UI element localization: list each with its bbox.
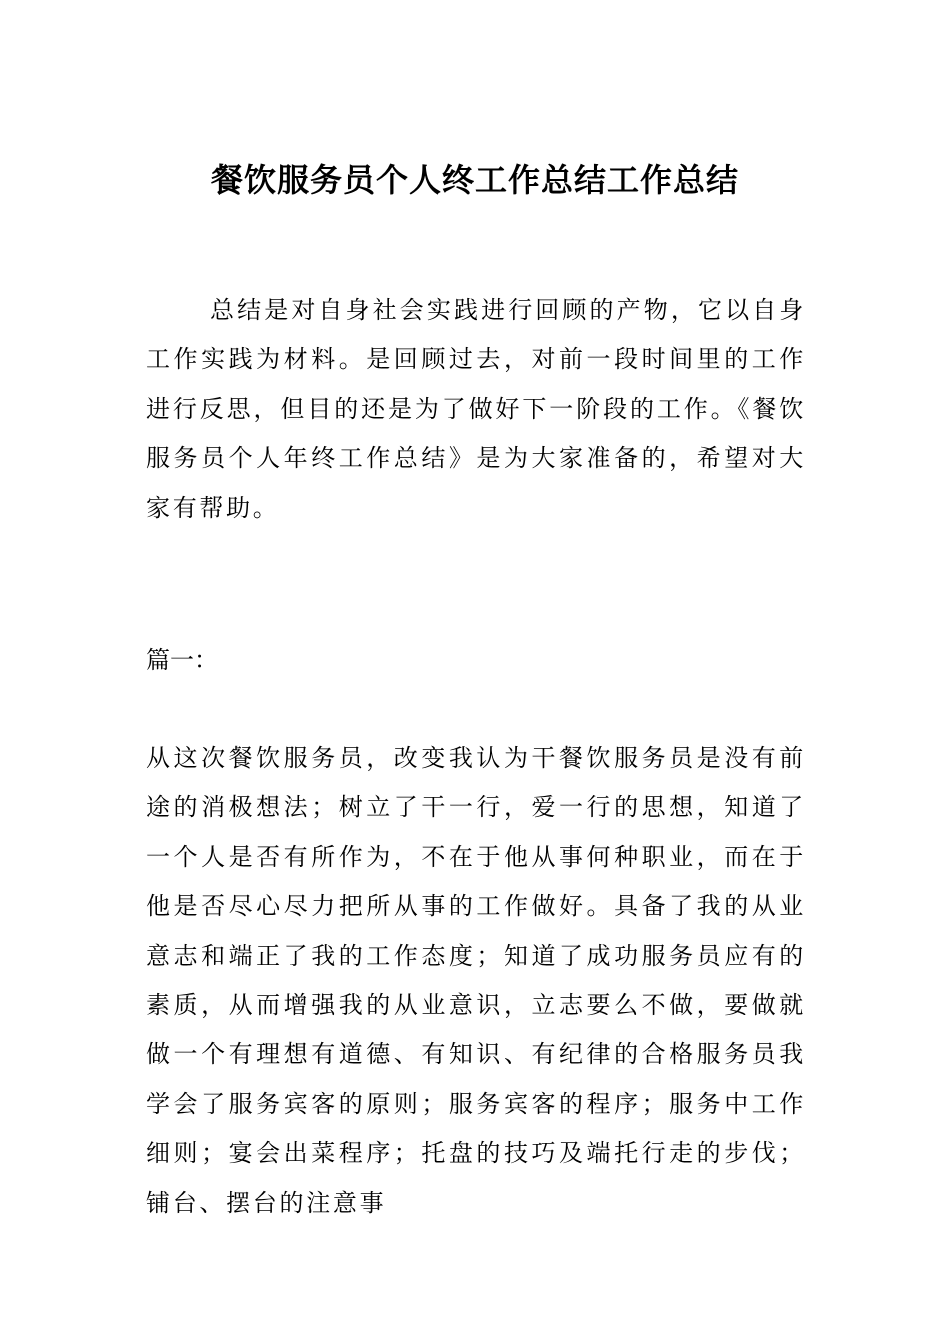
document-title: 餐饮服务员个人终工作总结工作总结 — [210, 161, 739, 199]
intro-paragraph: 总结是对自身社会实践进行回顾的产物，它以自身工作实践为材料。是回顾过去，对前一段时间里的工作进行反思，但目的还是为了做好下一阶段的工作。《餐饮服务员个人年终工作总结》是为大家准备的，希望对大家有帮助。 — [146, 296, 806, 522]
section-heading: 篇一： — [146, 646, 218, 674]
section-body-paragraph: 从这次餐饮服务员，改变我认为干餐饮服务员是没有前途的消极想法；树立了干一行，爱一行的思想，知道了一个人是否有所作为，不在于他从事何种职业，而在于他是否尽心尽力把所从事的工作做好。具备了我的从业意志和端正了我的工作态度；知道了成功服务员应有的素质，从而增强我的从业意识，立志要么不做，要做就做一个有理想有道德、有知识、有纪律的合格服务员我学会了服务宾客的原则；服务宾客的程序；服务中工作细则；宴会出菜程序；托盘的技巧及端托行走的步伐；铺台、摆台的注意事 — [146, 744, 806, 1217]
